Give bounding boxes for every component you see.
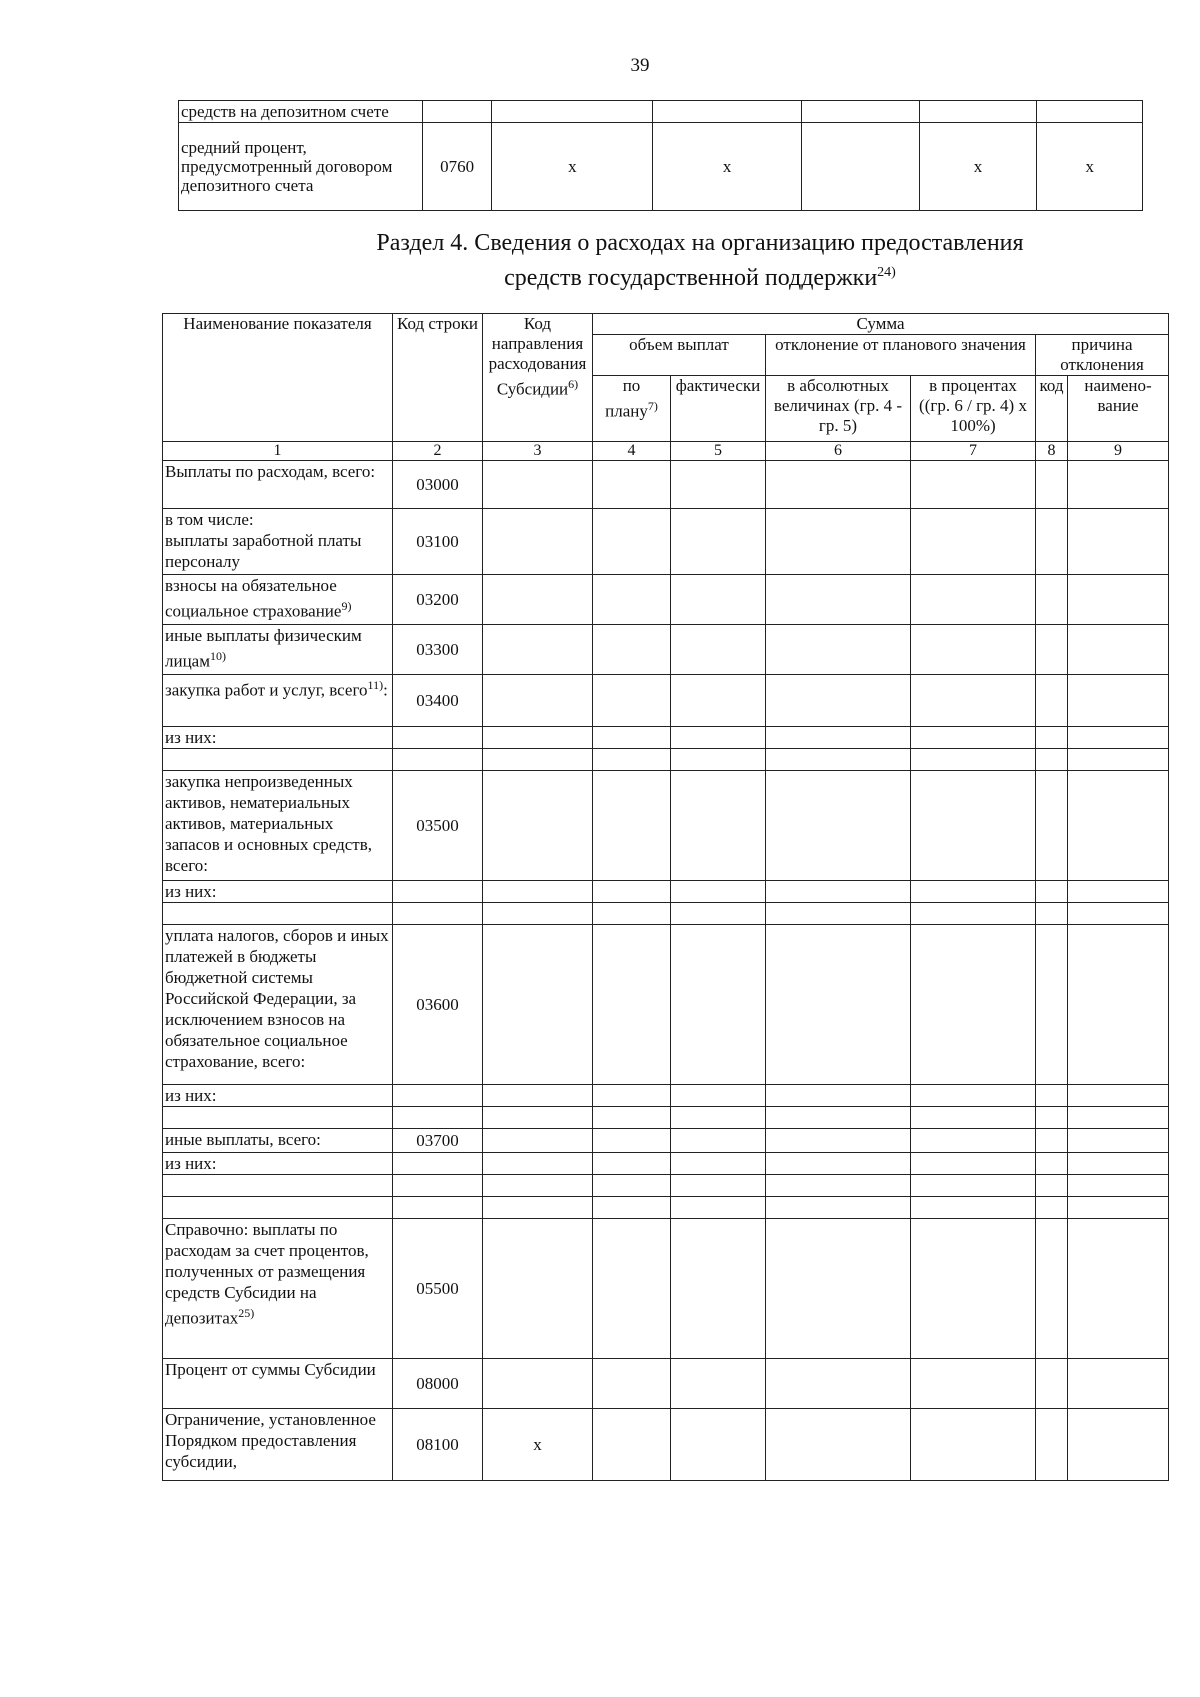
table-row	[163, 771, 1169, 881]
row-code: 03500	[393, 771, 483, 881]
column-numbers-row	[163, 442, 1169, 461]
footnote-marker: 24)	[877, 265, 896, 280]
header-direction-code: Код направления расходования Субсидии$^{6)}$	[483, 314, 593, 442]
header-actual: фактически	[671, 376, 766, 442]
col-number: 2	[393, 442, 483, 461]
row-name: Справочно: выплаты по расходам за счет процентов, полученных от размещения средств Субсидии на депозитах$^{25)}$	[163, 1219, 393, 1359]
table-row	[163, 1219, 1169, 1359]
table-row	[163, 1107, 1169, 1129]
table-row	[163, 575, 1169, 625]
header-sum: Сумма	[593, 314, 1169, 335]
cell	[801, 123, 919, 211]
table-row	[163, 461, 1169, 509]
col-number: 7	[911, 442, 1036, 461]
table-row	[163, 749, 1169, 771]
section-heading-line1: Раздел 4. Сведения о расходах на организацию предоставления	[376, 230, 1024, 256]
col-number: 5	[671, 442, 766, 461]
header-volume: объем выплат	[593, 335, 766, 376]
row-code: 03400	[393, 675, 483, 727]
row-name: из них:	[163, 1153, 393, 1175]
cell	[919, 101, 1037, 123]
row-code: 0760	[422, 123, 492, 211]
col-number: 6	[766, 442, 911, 461]
cell: x	[919, 123, 1037, 211]
cell	[653, 101, 802, 123]
row-code: 03100	[393, 509, 483, 575]
expenses-table	[162, 313, 1169, 1481]
row-name: закупка непроизведенных активов, нематериальных активов, материальных запасов и основных средств, всего:	[163, 771, 393, 881]
cell	[492, 101, 653, 123]
row-name: иные выплаты, всего:	[163, 1129, 393, 1153]
table-row	[179, 101, 1143, 123]
col-number: 9	[1068, 442, 1169, 461]
header-abs: в абсолютных величинах (гр. 4 - гр. 5)	[766, 376, 911, 442]
cell: x	[483, 1409, 593, 1481]
cell: x	[653, 123, 802, 211]
header-reason-name: наимено-вание	[1068, 376, 1169, 442]
section-heading	[200, 228, 1200, 293]
row-code: 08100	[393, 1409, 483, 1481]
cell: x	[492, 123, 653, 211]
table-row	[163, 1409, 1169, 1481]
page-number: 39	[630, 55, 650, 76]
table-row	[163, 903, 1169, 925]
header-row	[163, 314, 1169, 335]
cell	[1037, 101, 1143, 123]
row-code: 03700	[393, 1129, 483, 1153]
cell: x	[1037, 123, 1143, 211]
deposit-table-fragment	[178, 100, 1143, 211]
row-code: 03300	[393, 625, 483, 675]
row-code: 05500	[393, 1219, 483, 1359]
table-row	[179, 123, 1143, 211]
table-row	[163, 925, 1169, 1085]
col-number: 4	[593, 442, 671, 461]
row-name: средств на депозитном счете	[179, 101, 423, 123]
cell	[801, 101, 919, 123]
row-name: закупка работ и услуг, всего$^{11)}$:	[163, 675, 393, 727]
row-code: 08000	[393, 1359, 483, 1409]
table-row	[163, 727, 1169, 749]
header-reason: причина отклонения	[1036, 335, 1169, 376]
header-pct: в процентах ((гр. 6 / гр. 4) x 100%)	[911, 376, 1036, 442]
table-row	[163, 1153, 1169, 1175]
row-code: 03600	[393, 925, 483, 1085]
footnote-marker: 6)	[568, 377, 579, 391]
table-row	[163, 509, 1169, 575]
header-code: код	[1036, 376, 1068, 442]
col-number: 1	[163, 442, 393, 461]
header-row-code: Код строки	[393, 314, 483, 442]
row-name: Процент от суммы Субсидии	[163, 1359, 393, 1409]
row-code	[422, 101, 492, 123]
row-code: 03000	[393, 461, 483, 509]
table-row	[163, 881, 1169, 903]
row-code: 03200	[393, 575, 483, 625]
row-name: уплата налогов, сборов и иных платежей в бюджеты бюджетной системы Российской Федерации, за исключением взносов на обязательное социальное страхование, всего:	[163, 925, 393, 1085]
footnote-marker: 7)	[647, 399, 658, 413]
table-row	[163, 1359, 1169, 1409]
table-row	[163, 1085, 1169, 1107]
header-plan: по плану$^{7)}$	[593, 376, 671, 442]
col-number: 8	[1036, 442, 1068, 461]
row-name: средний процент, предусмотренный договором депозитного счета	[179, 123, 423, 211]
table-row	[163, 1175, 1169, 1197]
col-number: 3	[483, 442, 593, 461]
section-heading-line2: средств государственной поддержки	[504, 265, 878, 291]
row-name: иные выплаты физическим лицам$^{10)}$	[163, 625, 393, 675]
row-name: из них:	[163, 1085, 393, 1107]
row-name: Выплаты по расходам, всего:	[163, 461, 393, 509]
header-deviation: отклонение от планового значения	[766, 335, 1036, 376]
row-name: из них:	[163, 727, 393, 749]
table-row	[163, 675, 1169, 727]
row-name: в том числе: выплаты заработной платы персоналу	[163, 509, 393, 575]
header-name: Наименование показателя	[163, 314, 393, 442]
table-row	[163, 625, 1169, 675]
row-name: Ограничение, установленное Порядком предоставления субсидии,	[163, 1409, 393, 1481]
row-name: взносы на обязательное социальное страхование$^{9)}$	[163, 575, 393, 625]
row-name: из них:	[163, 881, 393, 903]
table-row	[163, 1129, 1169, 1153]
table-row	[163, 1197, 1169, 1219]
